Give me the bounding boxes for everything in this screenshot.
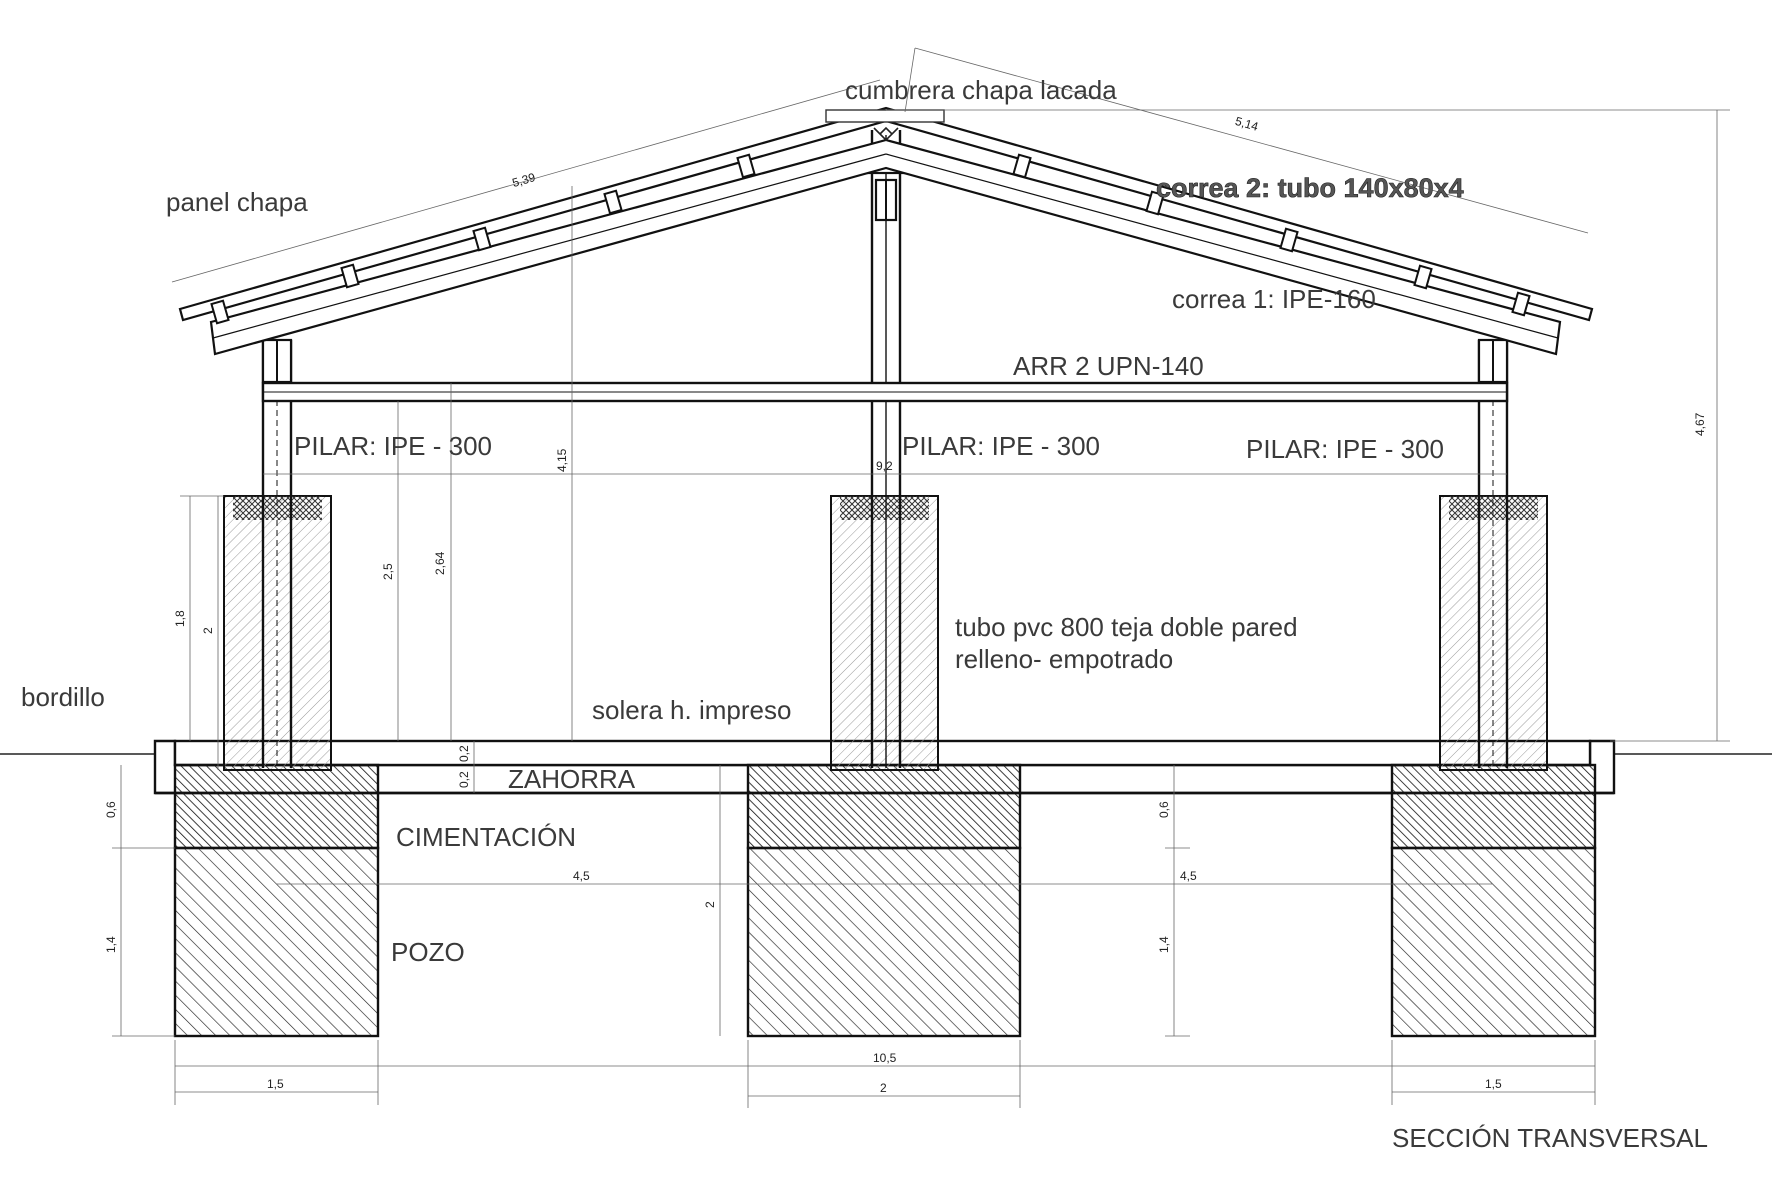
dim-slab-b: 0,2 [457,771,471,788]
pvc-tube-center [831,496,938,770]
label-ridge: cumbrera chapa lacada [845,75,1117,105]
dim-pvc-h2: 2 [201,627,215,634]
foundation-right [1392,765,1595,848]
dim-total-depth: 2 [703,901,717,908]
well-right [1392,848,1595,1036]
ridge-cap [826,110,944,122]
label-tie: ARR 2 UPN-140 [1013,351,1204,381]
tie-beam [263,383,1507,401]
dim-spacing-left: 4,5 [573,869,590,883]
dim-total-width: 10,5 [873,1051,897,1065]
dim-found-left: 0,6 [104,801,118,818]
label-foundation: CIMENTACIÓN [396,822,577,852]
label-curb: bordillo [21,682,105,712]
well-center [748,848,1020,1036]
label-section-title: SECCIÓN TRANSVERSAL [1392,1123,1708,1153]
foundations [175,765,1595,1036]
label-pvc-line2: relleno- empotrado [955,644,1174,674]
dim-footing-left: 1,5 [267,1077,284,1091]
dim-pillar-h1: 2,5 [381,563,395,580]
dim-slab-a: 0,2 [457,745,471,762]
dim-footing-center: 2 [880,1081,887,1095]
dim-pillar-h2: 2,64 [433,551,447,575]
label-slab: solera h. impreso [592,695,792,725]
dim-spacing-right: 4,5 [1180,869,1197,883]
dim-roof-right: 5,14 [1233,113,1260,134]
well-left [175,848,378,1036]
dim-found-right: 0,6 [1157,801,1171,818]
label-panel: panel chapa [166,187,308,217]
dim-well-right: 1,4 [1157,936,1171,953]
label-purlin2: correa 2: tubo 140x80x4 [1156,173,1464,203]
label-well: POZO [391,937,465,967]
label-pillar-left: PILAR: IPE - 300 [294,431,492,461]
dim-total-height: 4,67 [1693,412,1707,436]
dim-roof-left: 5,39 [510,170,537,191]
foundation-left [175,765,378,848]
label-gravel: ZAHORRA [508,764,636,794]
dim-inner-height: 4,15 [555,448,569,472]
label-pvc-line1: tubo pvc 800 teja doble pared [955,612,1298,642]
label-purlin1: correa 1: IPE-160 [1172,284,1376,314]
dim-span: 9,2 [876,459,893,473]
label-pillar-right: PILAR: IPE - 300 [1246,434,1444,464]
dim-well-left: 1,4 [104,936,118,953]
dim-footing-right: 1,5 [1485,1077,1502,1091]
foundation-center [748,765,1020,848]
label-pillar-center: PILAR: IPE - 300 [902,431,1100,461]
dim-pvc-h1: 1,8 [173,610,187,627]
